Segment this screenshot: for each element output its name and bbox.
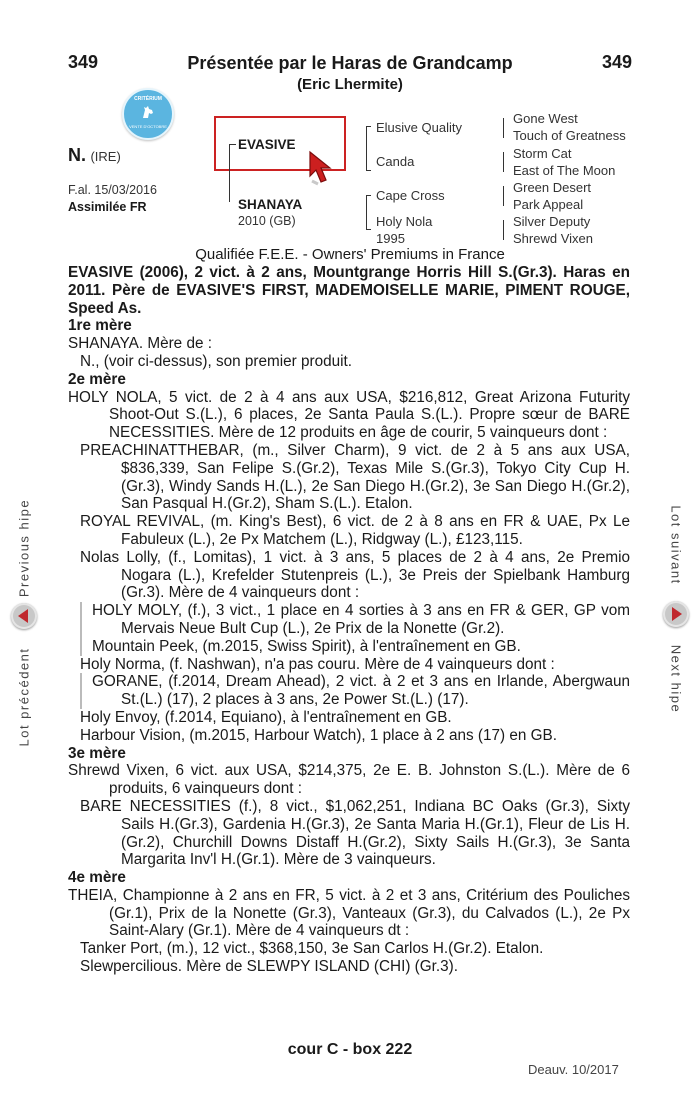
- gen2-bracket-upper: [366, 126, 367, 170]
- gen2-tick: [366, 170, 371, 171]
- arrow-right-icon: [663, 601, 689, 627]
- pedigree-sire[interactable]: EVASIVE: [238, 137, 296, 152]
- sire-dam-connector: [229, 144, 230, 202]
- pedigree-dam-sire: Cape Cross: [376, 188, 445, 203]
- first-dam-line: SHANAYA. Mère de :: [68, 335, 212, 353]
- horse-name: N.: [68, 145, 86, 165]
- pedigree-dam-dam-year: 1995: [376, 231, 405, 246]
- second-dam-heading: 2e mère: [68, 370, 126, 388]
- previous-lot-button[interactable]: [11, 603, 37, 629]
- pedigree-gen3-1: Gone West: [513, 111, 578, 126]
- gorane-record: GORANE, (f.2014, Dream Ahead), 2 vict. à 2 et 3 ans en Irlande, Abergwaun St.(L.) (17), 2 places à 3 ans, 2e Power St.(L.) (17).: [92, 673, 630, 709]
- first-dam-produce: N., (voir ci-dessus), son premier produit.: [80, 352, 353, 370]
- sire-record: EVASIVE (2006), 2 vict. à 2 ans, Mountgrange Horris Hill S.(Gr.3). Haras en 2011. Père de EVASIVE'S FIRST, MADEMOISELLE MARIE, PIMENT ROUGE, Speed As.: [68, 264, 630, 317]
- pedigree-gen3-5: Green Desert: [513, 180, 592, 195]
- tanker-port-record: Tanker Port, (m.), 12 vict., $368,150, 3e San Carlos H.(Gr.2). Etalon.: [80, 940, 544, 958]
- horse-head-icon: [140, 104, 156, 120]
- next-lot-button[interactable]: [663, 601, 689, 627]
- lot-number-left: 349: [68, 52, 99, 72]
- pedigree-gen3-2: Touch of Greatness: [513, 128, 626, 143]
- shrewd-vixen-record: Shrewd Vixen, 6 vict. aux USA, $214,375, 2e E. B. Johnston S.(L.). Mère de 6 produits, 6 vainqueurs dont :: [68, 762, 630, 798]
- foaling-date: F.al. 15/03/2016: [68, 183, 157, 197]
- pedigree-gen3-7: Silver Deputy: [513, 214, 591, 229]
- gen2-bracket-lower: [366, 195, 367, 229]
- previous-lot-label[interactable]: Lot précédent: [16, 647, 32, 747]
- mountain-peek-record: Mountain Peek, (m.2015, Swiss Spirit), à l'entraînement en GB.: [92, 637, 521, 655]
- lot-number-right: 349: [601, 52, 632, 72]
- gen3-bracket: [503, 220, 504, 240]
- status-label: Assimilée FR: [68, 200, 147, 214]
- gen2-tick: [366, 229, 371, 230]
- cursor-pointer-icon: [308, 150, 338, 188]
- harbour-vision-record: Harbour Vision, (m.2015, Harbour Watch), 1 place à 2 ans (17) en GB.: [80, 726, 557, 744]
- slewpercilious-record: Slewpercilious. Mère de SLEWPY ISLAND (CHI) (Gr.3).: [80, 958, 459, 976]
- box-location: cour C - box 222: [287, 1041, 413, 1058]
- gen3-bracket: [503, 186, 504, 206]
- preachinatthebar-record: PREACHINATTHEBAR, (m., Silver Charm), 9 vict. de 2 à 5 ans aux USA, $836,339, San Felipe S.(Gr.2), Texas Mile S.(Gr.3), Tokyo City Cup H.(Gr.3), Windy Sands H.(L.), 2e San Diego H.(Gr.2), 3e San Diego H.(Gr.2), San Pasqual H.(Gr.2), Sham S.(L.). Etalon.: [80, 441, 630, 513]
- nolas-lolly-produce: [80, 602, 630, 655]
- third-dam-heading: 3e mère: [68, 744, 126, 762]
- pedigree-sire-dam: Canda: [376, 154, 415, 169]
- holy-norma-record: Holy Norma, (f. Nashwan), n'a pas couru. Mère de 4 vainqueurs dont :: [80, 655, 555, 673]
- badge-text-bottom: VENTE D'OCTOBRE: [129, 124, 167, 129]
- theia-record: THEIA, Championne à 2 ans en FR, 5 vict. à 2 et 3 ans, Critérium des Pouliches (Gr.1), Prix de la Nonette (Gr.3), Vanteaux (Gr.3), du Calvados (L.), 2e Px Saint-Alary (Gr.1). Mère de 4 vainqueurs dt :: [68, 886, 630, 940]
- arrow-left-icon: [11, 603, 37, 629]
- pedigree-dam-year: 2010 (GB): [238, 214, 296, 228]
- royal-revival-record: ROYAL REVIVAL, (m. King's Best), 6 vict. de 2 à 8 ans en FR & UAE, Px Le Fabuleux (L.), 2e Px Matchem (L.), Ridgway (L.), £123,115.: [80, 513, 630, 548]
- badge-text-top: CRITÉRIUM: [134, 96, 162, 102]
- page-title: Présentée par le Haras de Grandcamp: [187, 53, 513, 73]
- page-subtitle: (Eric Lhermite): [297, 76, 403, 93]
- gen2-tick: [366, 195, 371, 196]
- previous-hipe-label[interactable]: Previous hipe: [16, 498, 32, 598]
- next-lot-label[interactable]: Lot suivant: [668, 505, 684, 585]
- pedigree-dam: SHANAYA: [238, 197, 303, 212]
- qualification-note: Qualifiée F.E.E. - Owners' Premiums in France: [195, 246, 505, 263]
- holy-moly-record: HOLY MOLY, (f.), 3 vict., 1 place en 4 sorties à 3 ans en FR & GER, GP vom Mervais Neue Bult Cup (L.), 2e Prix de la Nonette (Gr.2).: [92, 602, 630, 637]
- horse-origin: (IRE): [90, 149, 121, 164]
- criterium-logo: [122, 88, 174, 140]
- gen3-bracket: [503, 118, 504, 138]
- next-hipe-label[interactable]: Next hipe: [668, 644, 684, 714]
- gen3-bracket: [503, 152, 504, 172]
- pedigree-gen3-3: Storm Cat: [513, 146, 572, 161]
- horse-name-block: [68, 145, 121, 166]
- fourth-dam-heading: 4e mère: [68, 869, 126, 887]
- pedigree-gen3-4: East of The Moon: [513, 163, 616, 178]
- pedigree-dam-dam: Holy Nola: [376, 214, 433, 229]
- bare-necessities-record: BARE NECESSITIES (f.), 8 vict., $1,062,251, Indiana BC Oaks (Gr.3), Sixty Sails H.(Gr.3), Gardenia H.(Gr.3), 2e Santa Maria H.(Gr.1), Fleur de Lis H.(Gr.2), Churchill Downs Distaff H.(Gr.2), Sixty Sails H.(Gr.3), 3e Santa Margarita Inv'l H.(Gr.1). Mère de 3 vainqueurs.: [80, 797, 630, 869]
- nolas-lolly-record: Nolas Lolly, (f., Lomitas), 1 vict. à 3 ans, 5 places de 2 à 4 ans, 2e Premio Nogara (L.), Krefelder Stutenpreis (L.), 3e Preis der Spielbank Hamburg (Gr.3). Mère de 4 vainqueurs dont :: [80, 548, 630, 602]
- pedigree-notes: [68, 264, 630, 976]
- gen2-tick: [366, 126, 371, 127]
- holy-norma-produce: [80, 673, 630, 709]
- pedigree-gen3-8: Shrewd Vixen: [513, 231, 593, 246]
- pedigree-sire-sire: Elusive Quality: [376, 120, 462, 135]
- sire-connector: [229, 144, 236, 145]
- first-dam-heading: 1re mère: [68, 317, 132, 335]
- pedigree-gen3-6: Park Appeal: [513, 197, 584, 212]
- holy-envoy-record: Holy Envoy, (f.2014, Equiano), à l'entraînement en GB.: [80, 708, 452, 726]
- sale-reference: Deauv. 10/2017: [528, 1062, 619, 1077]
- holy-nola-record: HOLY NOLA, 5 vict. de 2 à 4 ans aux USA, $216,812, Great Arizona Futurity Shoot-Out S.(L.), 6 places, 2e Santa Paula S.(L.). Propre sœur de BARE NECESSITIES. Mère de 12 produits en âge de courir, 5 vainqueurs dont :: [68, 388, 630, 442]
